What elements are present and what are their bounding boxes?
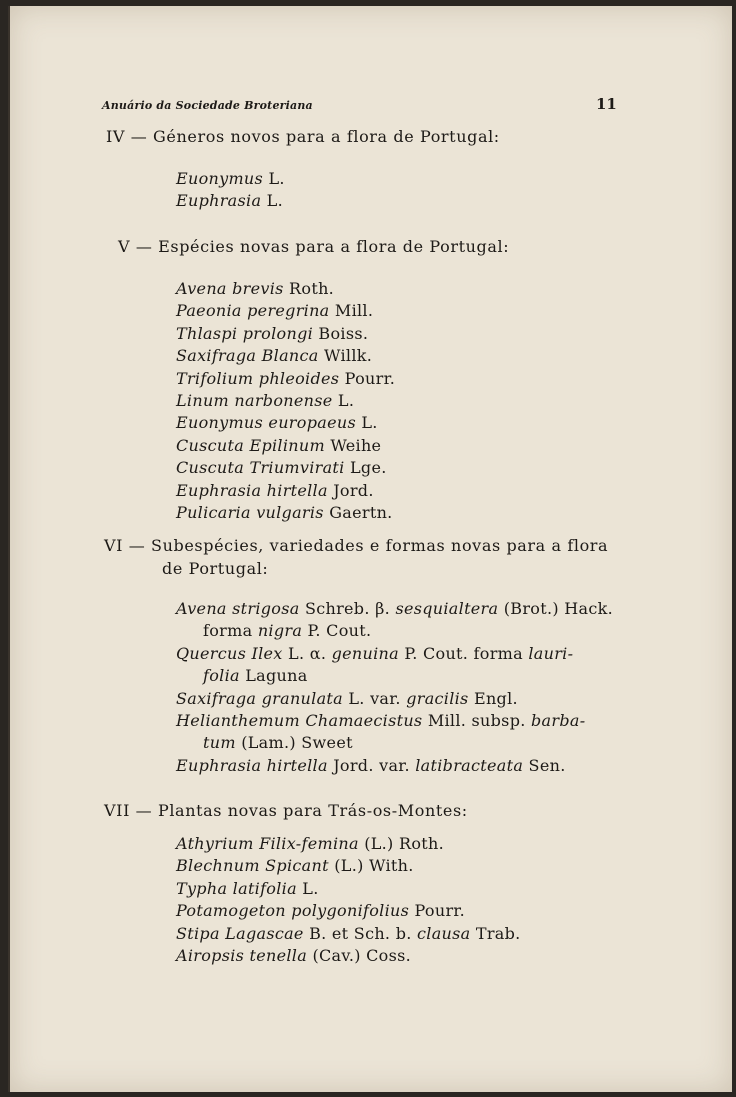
taxon-name-italic: Athyrium Filix-femina (176, 834, 359, 853)
taxon-entry (176, 346, 372, 365)
taxon-author: L. (355, 413, 378, 433)
taxon-author: L. α. (282, 643, 332, 663)
taxon-name-italic: Pulicaria vulgaris (176, 503, 324, 522)
section-vi-heading-line1: VI — Subespécies, variedades e formas novas para a flora (104, 536, 609, 555)
page-number: 11 (596, 95, 617, 113)
taxon-name-italic: Saxifraga Blanca (176, 346, 319, 366)
taxon-name-italic: Euonymus (176, 169, 264, 188)
taxon-author: Weihe (324, 435, 382, 455)
taxon-entry (176, 856, 414, 875)
taxon-name-italic: Euonymus europaeus (176, 413, 356, 433)
taxon-name-italic: latibracteata (415, 755, 524, 775)
taxon-author: P. Cout. (302, 621, 372, 641)
taxon-name-italic: nigra (257, 621, 303, 641)
taxon-author: L. (296, 878, 319, 898)
taxon-entry (176, 191, 283, 210)
taxon-entry (176, 901, 465, 920)
taxon-author: Engl. (468, 688, 518, 708)
taxon-author: Mill. (329, 301, 374, 321)
taxon-name-italic: Paeonia peregrina (176, 301, 330, 321)
taxon-name-italic: tum (203, 733, 236, 753)
taxon-author: Willk. (318, 346, 373, 366)
taxon-author: B. et Sch. b. (303, 923, 418, 943)
taxon-entry (176, 924, 521, 943)
taxon-author: Lge. (344, 458, 387, 478)
taxon-author: (L.) Roth. (358, 834, 444, 853)
taxon-author: Sen. (523, 755, 566, 775)
taxon-author: Pourr. (409, 901, 465, 921)
taxon-entry (176, 324, 368, 343)
taxon-author: L. var. (342, 688, 407, 708)
taxon-name-italic: clausa (417, 923, 471, 943)
taxon-entry (176, 169, 285, 188)
taxon-entry (176, 503, 393, 522)
taxon-name-italic: Thlaspi prolongi (176, 323, 314, 343)
taxon-entry (176, 689, 518, 708)
taxon-name-italic: Saxifraga granulata (176, 688, 343, 708)
taxon-author: Pourr. (339, 368, 396, 388)
taxon-name-italic: Quercus Ilex (176, 643, 283, 663)
taxon-author: (Lam.) Sweet (235, 733, 353, 753)
book-page (8, 6, 732, 1092)
taxon-author: (L.) With. (328, 856, 414, 876)
taxon-author: P. Cout. forma (399, 643, 529, 663)
taxon-author: Jord. (327, 480, 374, 500)
taxon-entry (176, 644, 573, 663)
taxon-author: Laguna (239, 666, 308, 686)
taxon-entry (176, 458, 387, 477)
taxon-author: Jord. var. (327, 755, 416, 775)
taxon-entry (176, 436, 381, 455)
taxon-name-italic: Euphrasia (176, 191, 262, 210)
taxon-entry (176, 279, 334, 298)
taxon-name-italic: Avena strigosa (176, 599, 300, 618)
taxon-name-italic: Potamogeton polygonifolius (176, 901, 410, 921)
taxon-entry (176, 946, 411, 965)
taxon-entry (203, 621, 371, 640)
taxon-entry (176, 413, 378, 432)
taxon-author: (Brot.) Hack. (498, 599, 614, 618)
taxon-entry (176, 599, 613, 618)
taxon-author: Mill. subsp. (422, 711, 532, 730)
taxon-author: Trab. (470, 923, 521, 943)
section-v-heading: V — Espécies novas para a flora de Portugal: (118, 237, 510, 256)
taxon-name-italic: Airopsis tenella (176, 946, 308, 965)
taxon-entry (203, 666, 308, 685)
taxon-name-italic: Euphrasia hirtella (176, 480, 328, 500)
taxon-entry (176, 756, 566, 775)
section-vii-heading: VII — Plantas novas para Trás-os-Montes: (104, 801, 468, 820)
taxon-entry (176, 391, 354, 410)
taxon-entry (176, 879, 319, 898)
taxon-name-italic: Cuscuta Epilinum (176, 435, 325, 455)
taxon-name-italic: Trifolium phleoides (176, 368, 340, 388)
taxon-author: L. (263, 169, 285, 188)
taxon-author: (Cav.) Coss. (307, 946, 412, 965)
taxon-name-italic: Cuscuta Triumvirati (176, 458, 345, 478)
running-title: Anuário da Sociedade Broteriana (102, 99, 313, 112)
taxon-entry (203, 733, 353, 752)
taxon-name-italic: gracilis (406, 688, 469, 708)
taxon-author: Schreb. β. (299, 599, 396, 618)
taxon-name-italic: Linum narbonense (176, 391, 333, 410)
taxon-name-italic: genuina (331, 643, 399, 663)
taxon-author: Roth. (283, 279, 335, 298)
taxon-author: L. (332, 391, 355, 410)
section-vi-heading-line2: de Portugal: (162, 559, 269, 578)
taxon-author: Boiss. (313, 323, 369, 343)
taxon-author: L. (261, 191, 283, 210)
taxon-name-italic: sesquialtera (395, 599, 499, 618)
taxon-name-italic: folia (203, 666, 240, 686)
taxon-name-italic: lauri- (528, 643, 574, 663)
taxon-name-italic: Helianthemum Chamaecistus (176, 711, 423, 730)
taxon-name-italic: Blechnum Spicant (176, 856, 329, 876)
taxon-name-italic: Typha latifolia (176, 878, 297, 898)
section-iv-heading: IV — Géneros novos para a flora de Portugal: (106, 127, 500, 146)
taxon-entry (176, 711, 585, 730)
taxon-name-italic: barba- (531, 711, 586, 730)
taxon-author: Gaertn. (323, 503, 393, 522)
taxon-entry (176, 481, 374, 500)
taxon-name-italic: Avena brevis (176, 279, 284, 298)
taxon-name-italic: Euphrasia hirtella (176, 755, 328, 775)
taxon-author: forma (203, 621, 258, 641)
taxon-entry (176, 369, 395, 388)
taxon-name-italic: Stipa Lagascae (176, 923, 304, 943)
taxon-entry (176, 301, 373, 320)
taxon-entry (176, 834, 444, 853)
